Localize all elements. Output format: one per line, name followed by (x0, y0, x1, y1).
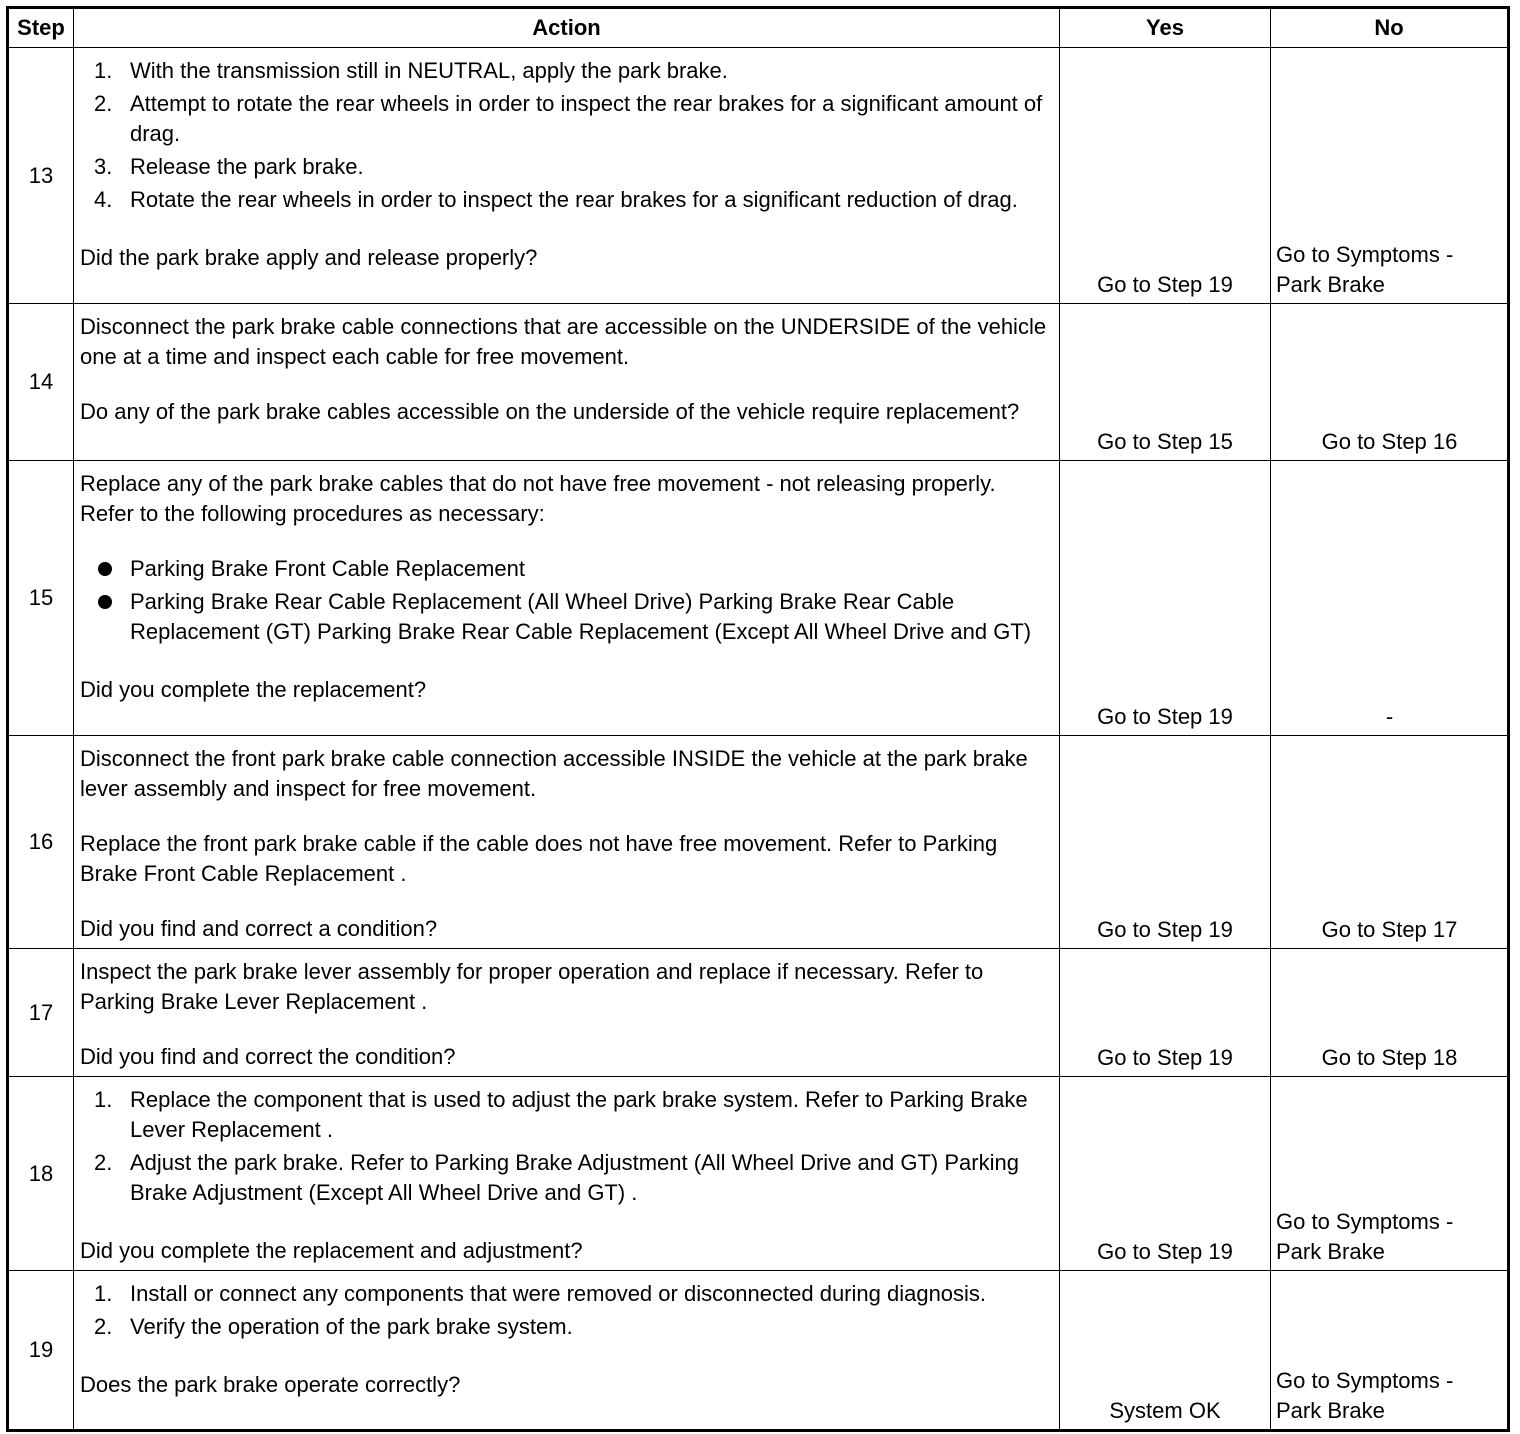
diagnostic-table (6, 6, 1510, 1432)
no-action: Go to Step 17 (1271, 736, 1509, 949)
step-number: 14 (8, 304, 74, 461)
instruction-text: Replace the front park brake cable if the cable does not have free movement. Refer to Parking Brake Front Cable Replacement . (80, 831, 998, 886)
question-text: Does the park brake operate correctly? (80, 1372, 461, 1397)
no-action: Go to Step 18 (1271, 949, 1509, 1077)
no-action: - (1271, 461, 1509, 736)
list-item: Parking Brake Rear Cable Replacement (All Wheel Drive) Parking Brake Rear Cable Replacement (GT) Parking Brake Rear Cable Replacement (Except All Wheel Drive and GT) (80, 587, 1053, 647)
question-text: Do any of the park brake cables accessible on the underside of the vehicle require replacement? (80, 399, 1020, 424)
yes-action: System OK (1060, 1271, 1271, 1431)
header-no: No (1271, 8, 1509, 48)
step-number: 16 (8, 736, 74, 949)
list-item: 1. Install or connect any components that were removed or disconnected during diagnosis. (94, 1281, 987, 1306)
action-cell (74, 461, 1060, 736)
yes-action: Go to Step 19 (1060, 461, 1271, 736)
action-cell (74, 48, 1060, 304)
table-row (8, 949, 1509, 1077)
instruction-text: Disconnect the front park brake cable connection accessible INSIDE the vehicle at the park brake lever assembly and inspect for free movement. (80, 746, 1028, 801)
no-action: Go to Step 16 (1271, 304, 1509, 461)
list-item: Parking Brake Front Cable Replacement (80, 554, 1053, 584)
list-item: 2. Verify the operation of the park brake system. (94, 1314, 573, 1339)
no-action: Go to Symptoms - Park Brake (1271, 1271, 1509, 1431)
header-yes: Yes (1060, 8, 1271, 48)
question-text: Did you find and correct the condition? (80, 1044, 456, 1069)
list-item: 1. With the transmission still in NEUTRAL, apply the park brake. (94, 58, 728, 83)
table-row (8, 48, 1509, 304)
yes-action: Go to Step 19 (1060, 949, 1271, 1077)
list-item: 2. Attempt to rotate the rear wheels in order to inspect the rear brakes for a significant amount of drag. (94, 91, 1043, 146)
question-text: Did you complete the replacement and adjustment? (80, 1238, 583, 1263)
step-number: 18 (8, 1077, 74, 1271)
step-number: 13 (8, 48, 74, 304)
list-item: 2. Adjust the park brake. Refer to Parking Brake Adjustment (All Wheel Drive and GT) Parking Brake Adjustment (Except All Wheel Drive and GT) . (94, 1150, 1019, 1205)
table-row (8, 1271, 1509, 1431)
no-action: Go to Symptoms - Park Brake (1271, 48, 1509, 304)
yes-action: Go to Step 19 (1060, 736, 1271, 949)
step-number: 15 (8, 461, 74, 736)
bullet-icon (98, 562, 112, 576)
question-text: Did you complete the replacement? (80, 677, 427, 702)
list-item: 1. Replace the component that is used to adjust the park brake system. Refer to Parking Brake Lever Replacement . (94, 1087, 1028, 1142)
list-item: 4. Rotate the rear wheels in order to inspect the rear brakes for a significant reduction of drag. (94, 187, 1018, 212)
table-row (8, 736, 1509, 949)
table-row (8, 461, 1509, 736)
yes-action: Go to Step 15 (1060, 304, 1271, 461)
table-row (8, 304, 1509, 461)
list-item: 3. Release the park brake. (94, 154, 364, 179)
bullet-icon (98, 595, 112, 609)
step-number: 19 (8, 1271, 74, 1431)
instruction-text: Replace any of the park brake cables that do not have free movement - not releasing properly. Refer to the following procedures as necessary: (80, 471, 996, 526)
instruction-text: Inspect the park brake lever assembly for proper operation and replace if necessary. Refer to Parking Brake Lever Replacement . (80, 959, 984, 1014)
header-step: Step (8, 8, 74, 48)
question-text: Did you find and correct a condition? (80, 916, 438, 941)
yes-action: Go to Step 19 (1060, 1077, 1271, 1271)
yes-action: Go to Step 19 (1060, 48, 1271, 304)
no-action: Go to Symptoms - Park Brake (1271, 1077, 1509, 1271)
table-row (8, 1077, 1509, 1271)
instruction-text: Disconnect the park brake cable connections that are accessible on the UNDERSIDE of the vehicle one at a time and inspect each cable for free movement. (80, 314, 1047, 369)
action-cell (74, 1077, 1060, 1271)
header-action: Action (74, 8, 1060, 48)
step-number: 17 (8, 949, 74, 1077)
action-cell (74, 949, 1060, 1077)
header-row (8, 8, 1509, 48)
action-cell (74, 736, 1060, 949)
action-cell (74, 304, 1060, 461)
question-text: Did the park brake apply and release properly? (80, 245, 538, 270)
action-cell (74, 1271, 1060, 1431)
